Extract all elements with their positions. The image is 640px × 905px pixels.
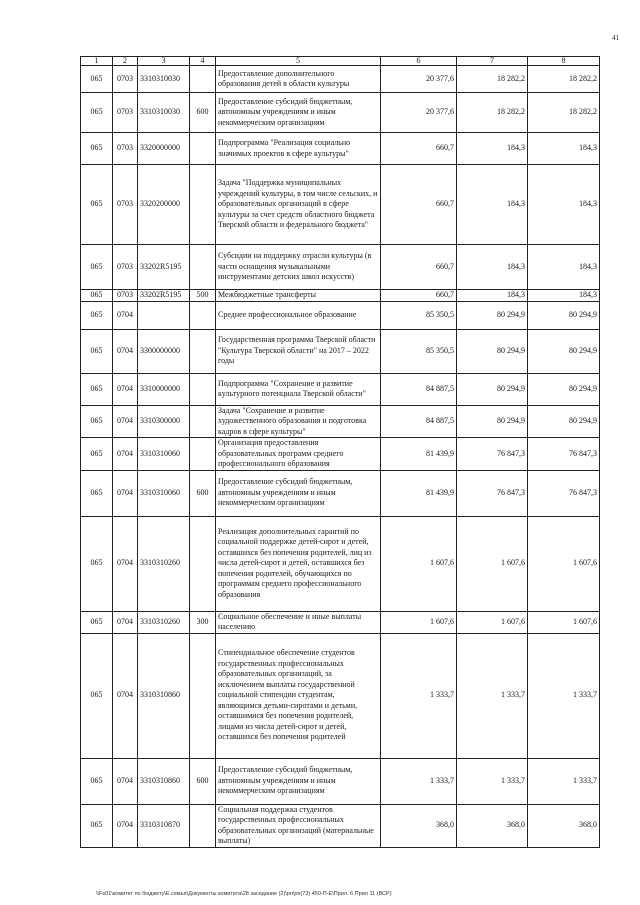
expense-type-code: 600 bbox=[190, 93, 216, 133]
kbk-ministry-code: 065 bbox=[81, 438, 113, 471]
target-item-code bbox=[138, 301, 190, 329]
item-name: Предоставление субсидий бюджетным, автономным учреждениям и иным некоммерческим организациям bbox=[216, 758, 381, 804]
expense-type-code bbox=[190, 438, 216, 471]
section-code: 0704 bbox=[113, 405, 138, 438]
kbk-ministry-code: 065 bbox=[81, 329, 113, 373]
item-name: Реализация дополнительных гарантий по социальной поддержке детей-сирот и детей, оставшихся без попечения родителей, лиц из числа детей-сирот и детей, оставшихся без попечения родителей, обучающихся по программам среднего профессионального образования bbox=[216, 516, 381, 611]
kbk-ministry-code: 065 bbox=[81, 804, 113, 847]
section-code: 0703 bbox=[113, 290, 138, 302]
item-name: Предоставление субсидий бюджетным, автономным учреждениям и иным некоммерческим организациям bbox=[216, 470, 381, 516]
expense-type-code bbox=[190, 245, 216, 290]
section-code: 0704 bbox=[113, 373, 138, 405]
section-code: 0703 bbox=[113, 245, 138, 290]
target-item-code: 33202R5195 bbox=[138, 290, 190, 302]
amount-year-3: 1 333,7 bbox=[528, 758, 600, 804]
amount-year-2: 184,3 bbox=[457, 245, 528, 290]
section-code: 0704 bbox=[113, 301, 138, 329]
amount-year-2: 1 607,6 bbox=[457, 516, 528, 611]
table-row bbox=[81, 758, 600, 804]
kbk-ministry-code: 065 bbox=[81, 66, 113, 93]
expense-type-code bbox=[190, 633, 216, 758]
table-header-row bbox=[81, 57, 600, 66]
amount-year-1: 660,7 bbox=[381, 165, 457, 245]
amount-year-3: 80 294,9 bbox=[528, 301, 600, 329]
item-name: Субсидии на поддержку отрасли культуры (в части оснащения музыкальными инструментами детских школ искусств) bbox=[216, 245, 381, 290]
column-header: 3 bbox=[138, 57, 190, 66]
amount-year-1: 81 439,9 bbox=[381, 470, 457, 516]
amount-year-3: 1 607,6 bbox=[528, 611, 600, 633]
target-item-code: 33202R5195 bbox=[138, 245, 190, 290]
item-name: Социальное обеспечение и иные выплаты населению bbox=[216, 611, 381, 633]
item-name: Организация предоставления образовательных программ среднего профессионального образования bbox=[216, 438, 381, 471]
amount-year-2: 76 847,3 bbox=[457, 438, 528, 471]
item-name: Подпрограмма "Сохранение и развитие культурного потенциала Тверской области" bbox=[216, 373, 381, 405]
table-row bbox=[81, 633, 600, 758]
target-item-code: 3310300000 bbox=[138, 405, 190, 438]
amount-year-2: 184,3 bbox=[457, 290, 528, 302]
amount-year-1: 660,7 bbox=[381, 133, 457, 165]
expense-type-code bbox=[190, 133, 216, 165]
amount-year-3: 80 294,9 bbox=[528, 373, 600, 405]
amount-year-2: 368,0 bbox=[457, 804, 528, 847]
table-row bbox=[81, 133, 600, 165]
column-header: 7 bbox=[457, 57, 528, 66]
section-code: 0704 bbox=[113, 758, 138, 804]
item-name: Предоставление дополнительного образования детей в области культуры bbox=[216, 66, 381, 93]
section-code: 0704 bbox=[113, 804, 138, 847]
amount-year-1: 85 350,5 bbox=[381, 301, 457, 329]
kbk-ministry-code: 065 bbox=[81, 133, 113, 165]
item-name: Стипендиальное обеспечение студентов государственных профессиональных образовательных организаций, за исключением выплаты государственной социальной стипендии студентам, являющимся детьми-сиротами и детьми, оставшимися без попечения родителей, лицами из числа детей-сирот и детей, оставшихся без попечения родителей bbox=[216, 633, 381, 758]
footer-file-path: \\Fs01\комитет по бюджету\Е.семья\Документы комитета\28 заседание (2)\рп\рп(73) 450-П-Е\Прил. 6 Прил 11 (ВСР) bbox=[96, 891, 392, 897]
expense-type-code bbox=[190, 66, 216, 93]
table-row bbox=[81, 804, 600, 847]
table-row bbox=[81, 470, 600, 516]
section-code: 0704 bbox=[113, 633, 138, 758]
amount-year-2: 80 294,9 bbox=[457, 301, 528, 329]
kbk-ministry-code: 065 bbox=[81, 633, 113, 758]
amount-year-2: 1 333,7 bbox=[457, 758, 528, 804]
table-row bbox=[81, 290, 600, 302]
amount-year-1: 1 333,7 bbox=[381, 758, 457, 804]
item-name: Межбюджетные трансферты bbox=[216, 290, 381, 302]
amount-year-2: 184,3 bbox=[457, 165, 528, 245]
amount-year-3: 184,3 bbox=[528, 133, 600, 165]
amount-year-2: 76 847,3 bbox=[457, 470, 528, 516]
amount-year-1: 660,7 bbox=[381, 245, 457, 290]
expense-type-code: 500 bbox=[190, 290, 216, 302]
amount-year-3: 1 333,7 bbox=[528, 633, 600, 758]
amount-year-3: 18 282,2 bbox=[528, 66, 600, 93]
target-item-code: 3310310060 bbox=[138, 470, 190, 516]
section-code: 0704 bbox=[113, 438, 138, 471]
expense-type-code bbox=[190, 165, 216, 245]
table-row bbox=[81, 438, 600, 471]
table-row bbox=[81, 329, 600, 373]
amount-year-1: 660,7 bbox=[381, 290, 457, 302]
budget-table bbox=[80, 56, 600, 848]
column-header: 1 bbox=[81, 57, 113, 66]
amount-year-3: 80 294,9 bbox=[528, 329, 600, 373]
amount-year-2: 80 294,9 bbox=[457, 329, 528, 373]
kbk-ministry-code: 065 bbox=[81, 165, 113, 245]
column-header: 2 bbox=[113, 57, 138, 66]
table-row bbox=[81, 405, 600, 438]
item-name: Задача "Сохранение и развитие художественного образования и подготовка кадров в сфере культуры" bbox=[216, 405, 381, 438]
target-item-code: 3310310260 bbox=[138, 516, 190, 611]
target-item-code: 3320000000 bbox=[138, 133, 190, 165]
expense-type-code: 600 bbox=[190, 758, 216, 804]
kbk-ministry-code: 065 bbox=[81, 758, 113, 804]
target-item-code: 3310310060 bbox=[138, 438, 190, 471]
expense-type-code: 300 bbox=[190, 611, 216, 633]
amount-year-3: 80 294,9 bbox=[528, 405, 600, 438]
table-row bbox=[81, 301, 600, 329]
amount-year-1: 1 607,6 bbox=[381, 516, 457, 611]
amount-year-2: 18 282,2 bbox=[457, 93, 528, 133]
kbk-ministry-code: 065 bbox=[81, 470, 113, 516]
amount-year-3: 18 282,2 bbox=[528, 93, 600, 133]
amount-year-3: 76 847,3 bbox=[528, 438, 600, 471]
column-header: 5 bbox=[216, 57, 381, 66]
item-name: Задача "Поддержка муниципальных учреждений культуры, в том числе сельских, и образовательных организаций в сфере культуры за счет средств областного бюджета Тверской области и федерального бюджета" bbox=[216, 165, 381, 245]
item-name: Среднее профессиональное образование bbox=[216, 301, 381, 329]
table-row bbox=[81, 611, 600, 633]
section-code: 0703 bbox=[113, 93, 138, 133]
amount-year-1: 20 377,6 bbox=[381, 66, 457, 93]
table-row bbox=[81, 66, 600, 93]
item-name: Государственная программа Тверской области "Культура Тверской области" на 2017 – 2022 годы bbox=[216, 329, 381, 373]
amount-year-2: 1 333,7 bbox=[457, 633, 528, 758]
expense-type-code bbox=[190, 301, 216, 329]
table-row bbox=[81, 245, 600, 290]
column-header: 8 bbox=[528, 57, 600, 66]
column-header: 4 bbox=[190, 57, 216, 66]
section-code: 0704 bbox=[113, 516, 138, 611]
amount-year-3: 76 847,3 bbox=[528, 470, 600, 516]
amount-year-1: 81 439,9 bbox=[381, 438, 457, 471]
target-item-code: 3310310860 bbox=[138, 758, 190, 804]
table-row bbox=[81, 93, 600, 133]
target-item-code: 3310310260 bbox=[138, 611, 190, 633]
amount-year-1: 368,0 bbox=[381, 804, 457, 847]
kbk-ministry-code: 065 bbox=[81, 373, 113, 405]
amount-year-1: 1 607,6 bbox=[381, 611, 457, 633]
amount-year-3: 184,3 bbox=[528, 165, 600, 245]
kbk-ministry-code: 065 bbox=[81, 611, 113, 633]
section-code: 0703 bbox=[113, 133, 138, 165]
section-code: 0703 bbox=[113, 165, 138, 245]
target-item-code: 3310000000 bbox=[138, 373, 190, 405]
amount-year-1: 1 333,7 bbox=[381, 633, 457, 758]
amount-year-2: 80 294,9 bbox=[457, 405, 528, 438]
target-item-code: 3310310870 bbox=[138, 804, 190, 847]
expense-type-code: 600 bbox=[190, 470, 216, 516]
amount-year-3: 368,0 bbox=[528, 804, 600, 847]
section-code: 0704 bbox=[113, 329, 138, 373]
column-header: 6 bbox=[381, 57, 457, 66]
target-item-code: 3300000000 bbox=[138, 329, 190, 373]
page-number: 41 bbox=[612, 34, 619, 42]
expense-type-code bbox=[190, 405, 216, 438]
target-item-code: 3310310030 bbox=[138, 93, 190, 133]
kbk-ministry-code: 065 bbox=[81, 405, 113, 438]
amount-year-2: 80 294,9 bbox=[457, 373, 528, 405]
expense-type-code bbox=[190, 516, 216, 611]
amount-year-2: 18 282,2 bbox=[457, 66, 528, 93]
amount-year-2: 184,3 bbox=[457, 133, 528, 165]
item-name: Социальная поддержка студентов государственных профессиональных образовательных организаций (материальные выплаты) bbox=[216, 804, 381, 847]
section-code: 0704 bbox=[113, 470, 138, 516]
table-row bbox=[81, 516, 600, 611]
kbk-ministry-code: 065 bbox=[81, 301, 113, 329]
section-code: 0703 bbox=[113, 66, 138, 93]
kbk-ministry-code: 065 bbox=[81, 516, 113, 611]
table-row bbox=[81, 165, 600, 245]
section-code: 0704 bbox=[113, 611, 138, 633]
amount-year-1: 20 377,6 bbox=[381, 93, 457, 133]
expense-type-code bbox=[190, 804, 216, 847]
amount-year-3: 184,3 bbox=[528, 290, 600, 302]
table-row bbox=[81, 373, 600, 405]
kbk-ministry-code: 065 bbox=[81, 245, 113, 290]
item-name: Предоставление субсидий бюджетным, автономным учреждениям и иным некоммерческим организациям bbox=[216, 93, 381, 133]
kbk-ministry-code: 065 bbox=[81, 93, 113, 133]
amount-year-3: 1 607,6 bbox=[528, 516, 600, 611]
amount-year-2: 1 607,6 bbox=[457, 611, 528, 633]
amount-year-1: 85 350,5 bbox=[381, 329, 457, 373]
amount-year-1: 84 887,5 bbox=[381, 405, 457, 438]
amount-year-1: 84 887,5 bbox=[381, 373, 457, 405]
item-name: Подпрограмма "Реализация социально значимых проектов в сфере культуры" bbox=[216, 133, 381, 165]
target-item-code: 3310310860 bbox=[138, 633, 190, 758]
kbk-ministry-code: 065 bbox=[81, 290, 113, 302]
expense-type-code bbox=[190, 373, 216, 405]
target-item-code: 3320200000 bbox=[138, 165, 190, 245]
target-item-code: 3310310030 bbox=[138, 66, 190, 93]
expense-type-code bbox=[190, 329, 216, 373]
amount-year-3: 184,3 bbox=[528, 245, 600, 290]
